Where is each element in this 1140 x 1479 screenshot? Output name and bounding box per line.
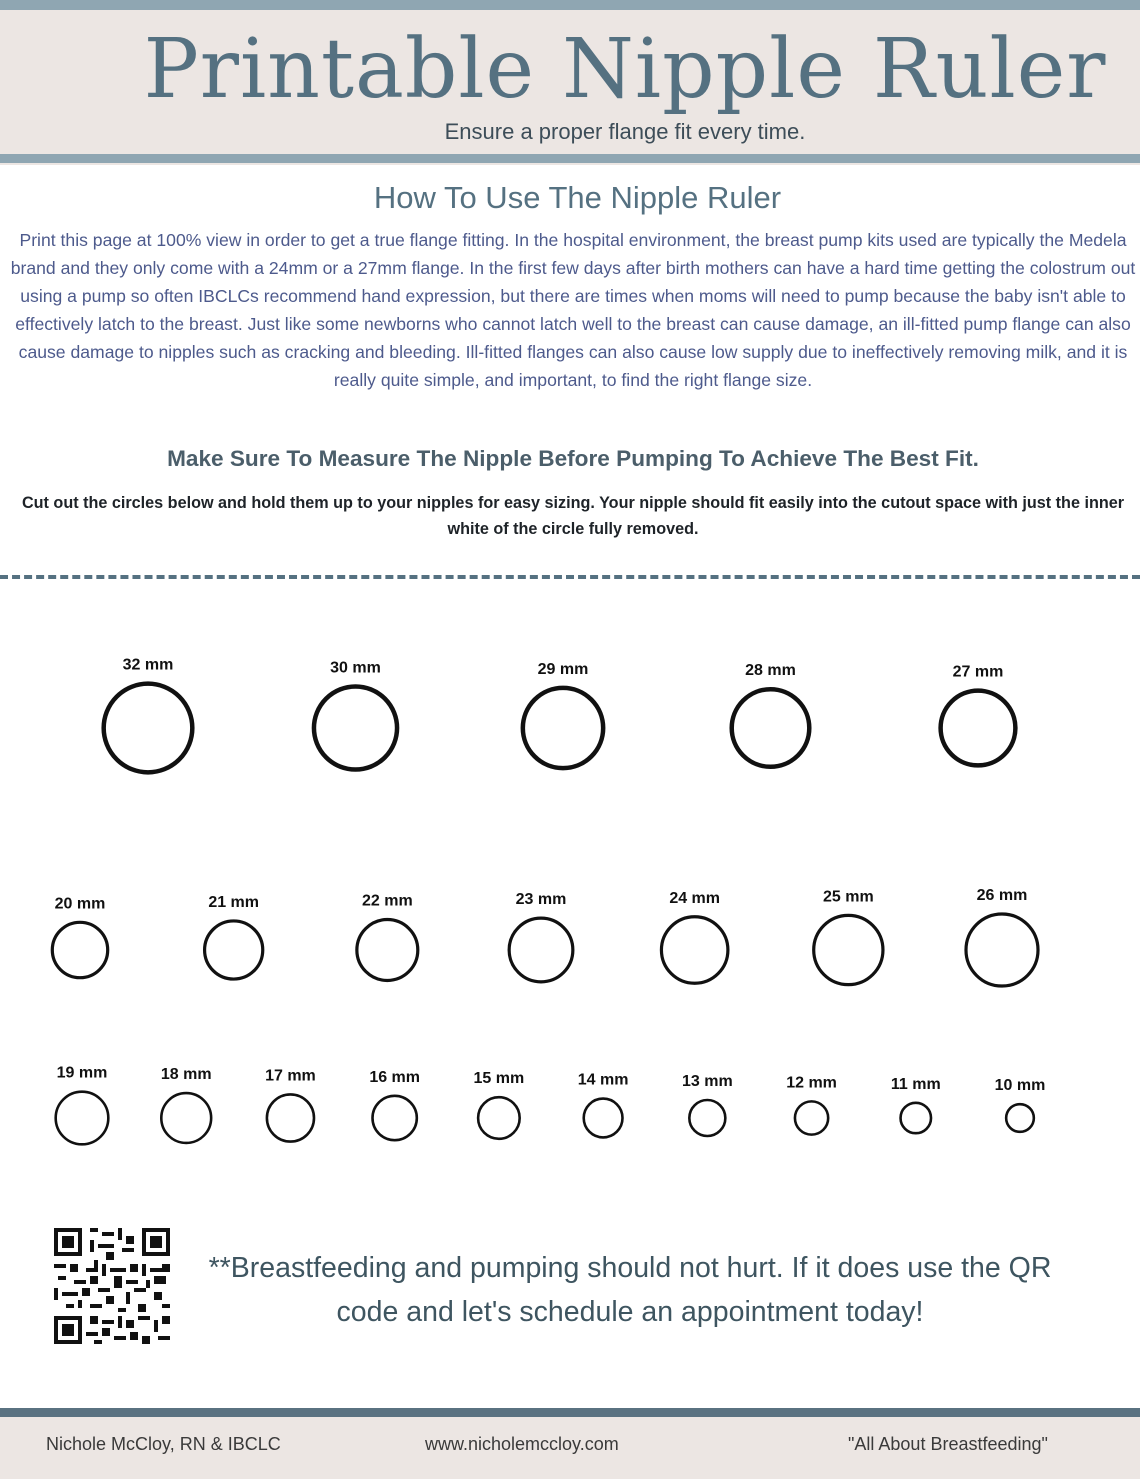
ruler-circle-32mm: [104, 684, 193, 773]
ruler-label-10mm: 10 mm: [994, 1077, 1046, 1095]
ruler-label-16mm: 16 mm: [369, 1068, 421, 1086]
footer-tagline: "All About Breastfeeding": [848, 1434, 1048, 1454]
ruler-circle-12mm: [795, 1101, 828, 1134]
cut-instructions: Cut out the circles below and hold them up to your nipples for easy sizing. Your nipple should fit easily into the cutout space with just the inner white of the circle fully removed.: [21, 494, 1125, 538]
ruler-label-15mm: 15 mm: [473, 1070, 525, 1088]
footer-author: Nichole McCloy, RN & IBCLC: [46, 1434, 281, 1454]
ruler-label-27mm: 27 mm: [952, 663, 1004, 681]
footer-stripe: [0, 1408, 1140, 1417]
qr-code-icon[interactable]: [54, 1228, 170, 1344]
ruler-circle-19mm: [56, 1092, 109, 1145]
ruler-circle-13mm: [689, 1100, 725, 1136]
ruler-circle-17mm: [267, 1094, 314, 1141]
ruler-circle-24mm: [661, 917, 727, 983]
ruler-label-26mm: 26 mm: [976, 886, 1028, 904]
ruler-label-22mm: 22 mm: [361, 892, 413, 910]
ruler-label-30mm: 30 mm: [330, 659, 381, 677]
ruler-circle-29mm: [523, 688, 603, 768]
ruler-circle-25mm: [814, 915, 883, 984]
section-title: How To Use The Nipple Ruler: [373, 180, 782, 215]
page-title: Printable Nipple Ruler: [143, 22, 1107, 117]
ruler-label-29mm: 29 mm: [537, 660, 589, 678]
ruler-label-20mm: 20 mm: [54, 895, 106, 913]
ruler-circle-18mm: [161, 1093, 211, 1143]
ruler-label-28mm: 28 mm: [745, 662, 796, 680]
ruler-circle-22mm: [357, 920, 418, 981]
ruler-label-11mm: 11 mm: [890, 1075, 941, 1093]
ruler-label-21mm: 21 mm: [208, 893, 260, 911]
ruler-label-24mm: 24 mm: [669, 889, 721, 907]
ruler-circle-20mm: [52, 922, 107, 977]
ruler-circle-27mm: [941, 691, 1016, 766]
measure-heading: Make Sure To Measure The Nipple Before Pumping To Achieve The Best Fit.: [167, 446, 979, 471]
ruler-circle-21mm: [205, 921, 263, 979]
ruler-label-12mm: 12 mm: [786, 1074, 837, 1092]
ruler-circle-14mm: [584, 1099, 623, 1138]
ruler-label-25mm: 25 mm: [822, 888, 874, 906]
ruler-label-17mm: 17 mm: [265, 1067, 316, 1085]
ruler-circle-15mm: [478, 1097, 520, 1139]
header-top-stripe: [0, 0, 1140, 10]
footer-website-link[interactable]: www.nicholemccloy.com: [425, 1434, 619, 1454]
ruler-circle-10mm: [1006, 1104, 1034, 1132]
ruler-circle-28mm: [732, 689, 810, 767]
ruler-circle-30mm: [314, 686, 397, 769]
intro-paragraph: Print this page at 100% view in order to get a true flange fitting. In the hospital environment, the breast pump kits used are typically the Medela brand and they only come with a 24mm or a 27mm flange. In the first few days after birth mothers can have a hard time getting the colostrum out using a pump so often IBCLCs recommend hand expression, but there are times when moms will need to pump because the baby isn't able to effectively latch to the breast. Just like some newborns who cannot latch well to the breast can cause damage, an ill-fitted pump flange can also cause damage to nipples such as cracking and bleeding. Ill-fitted flanges can also cause low supply due to ineffectively removing milk, and it is really quite simple, and important, to find the right flange size.: [10, 230, 1136, 390]
appointment-callout: **Breastfeeding and pumping should not hurt. If it does use the QR code and let's schedule an appointment today!: [208, 1252, 1052, 1328]
ruler-label-13mm: 13 mm: [681, 1072, 733, 1090]
dashed-cut-line: [0, 575, 1140, 579]
ruler-label-18mm: 18 mm: [160, 1066, 212, 1084]
ruler-circle-23mm: [509, 918, 573, 982]
ruler-label-14mm: 14 mm: [577, 1071, 629, 1089]
ruler-circle-16mm: [373, 1096, 417, 1140]
ruler-circle-11mm: [901, 1103, 931, 1133]
ruler-label-32mm: 32 mm: [122, 656, 174, 674]
ruler-label-23mm: 23 mm: [515, 891, 567, 909]
header-bottom-stripe: [0, 154, 1140, 163]
ruler-label-19mm: 19 mm: [56, 1064, 108, 1082]
ruler-circle-26mm: [966, 914, 1038, 986]
ruler-circles: [0, 590, 1140, 1210]
page-subtitle: Ensure a proper flange fit every time.: [444, 119, 806, 144]
